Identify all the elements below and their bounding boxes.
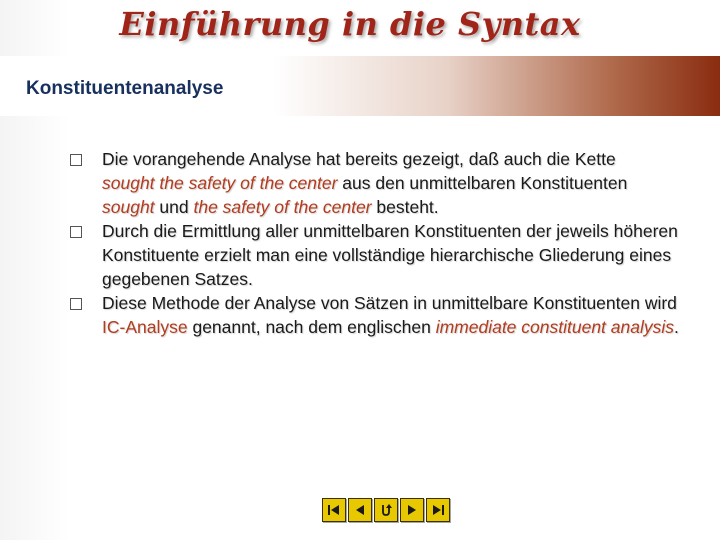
bullet-text: genannt, nach dem englischen: [187, 317, 436, 337]
bullet-text: aus den unmittelbaren Konstituenten: [337, 173, 628, 193]
checkbox-bullet-icon: [70, 298, 82, 310]
return-button[interactable]: [374, 498, 398, 522]
emphasis-text: sought the safety of the center: [102, 173, 338, 193]
first-icon: [326, 502, 342, 518]
bullet-text: .: [674, 317, 679, 337]
emphasis-text: the safety of the center: [193, 197, 372, 217]
title-banner: [119, 0, 581, 48]
return-icon: [378, 502, 394, 518]
last-icon: [430, 502, 446, 518]
bullet-text: besteht.: [371, 197, 439, 217]
navigation-bar: [322, 498, 450, 524]
previous-slide-button[interactable]: [348, 498, 372, 522]
bullet-item-1: [70, 147, 700, 219]
section-heading: Konstituentenanalyse: [26, 78, 224, 99]
first-slide-button[interactable]: [322, 498, 346, 522]
emphasis-text: IC-Analyse: [102, 317, 188, 337]
next-icon: [404, 502, 420, 518]
last-slide-button[interactable]: [426, 498, 450, 522]
emphasis-text: immediate constituent analysis: [435, 317, 674, 337]
bullet-item-2: [70, 219, 700, 291]
checkbox-bullet-icon: [70, 154, 82, 166]
bullet-text: Diese Methode der Analyse von Sätzen in unmittelbare Konstituenten wird: [102, 293, 677, 313]
bullet-text: Die vorangehende Analyse hat bereits gezeigt, daß auch die Kette: [102, 149, 616, 169]
bullet-item-3: [70, 291, 700, 339]
slide-title: Einführung in die Syntax: [119, 5, 581, 43]
next-slide-button[interactable]: [400, 498, 424, 522]
previous-icon: [352, 502, 368, 518]
bullet-list: [70, 147, 700, 339]
checkbox-bullet-icon: [70, 226, 82, 238]
emphasis-text: sought: [102, 197, 155, 217]
bullet-text: Durch die Ermittlung aller unmittelbaren Konstituenten der jeweils höheren Konstituente erzielt man eine vollständige hierarchische Gliederung eines gegebenen Satzes.: [102, 221, 678, 289]
bullet-text: und: [154, 197, 194, 217]
